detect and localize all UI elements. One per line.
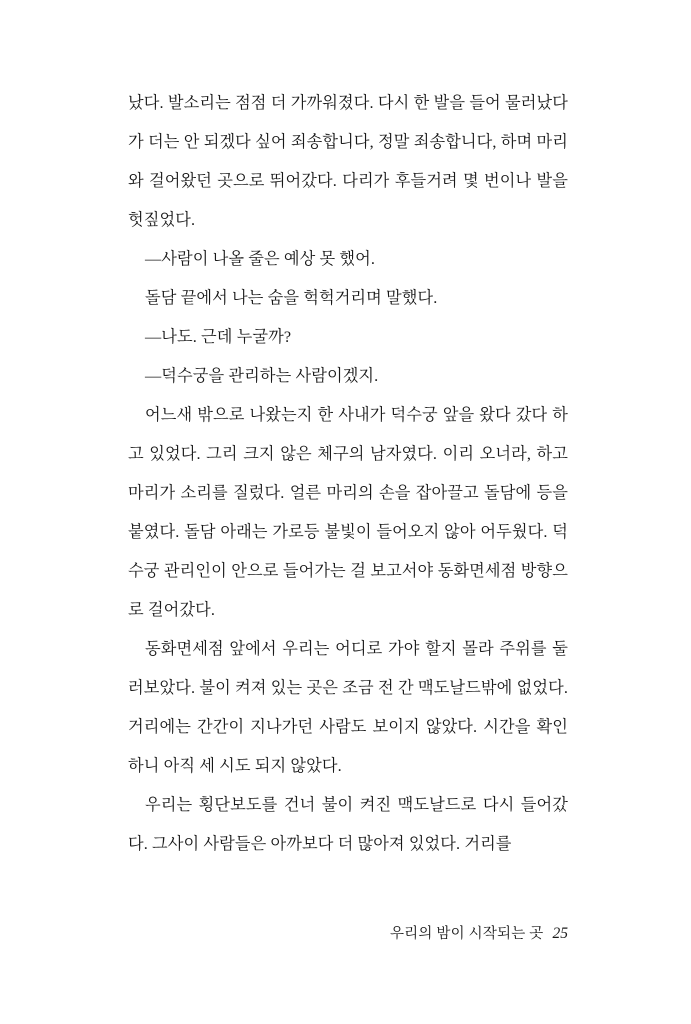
paragraph-dialogue: ―사람이 나올 줄은 예상 못 했어. (145, 250, 376, 268)
paragraph-dialogue: ―나도. 근데 누굴까? (145, 328, 292, 346)
paragraph: 우리는 횡단보도를 건너 불이 켜진 맥도날드로 다시 들어갔다. 그사이 사람들은 아까보다 더 많아져 있었다. 거리를 (128, 796, 568, 853)
paragraph: 동화면세점 앞에서 우리는 어디로 가야 할지 몰라 주위를 둘러보았다. 불이 켜져 있는 곳은 조금 전 간 맥도날드밖에 없었다. 거리에는 간간이 지나가던 사람도 보이지 않았다. 시간을 확인하니 아직 세 시도 되지 않았다. (128, 640, 568, 775)
running-head-title: 우리의 밤이 시작되는 곳 (389, 926, 544, 942)
page-footer (128, 922, 568, 943)
paragraph: 돌담 끝에서 나는 숨을 헉헉거리며 말했다. (145, 289, 438, 307)
page-text-block (128, 84, 568, 864)
paragraph: 어느새 밖으로 나왔는지 한 사내가 덕수궁 앞을 왔다 갔다 하고 있었다. 그리 크지 않은 체구의 남자였다. 이리 오너라, 하고 마리가 소리를 질렀다. 얼른 마리의 손을 잡아끌고 돌담에 등을 붙였다. 돌담 아래는 가로등 불빛이 들어오지 않아 어두웠다. 덕수궁 관리인이 안으로 들어가는 걸 보고서야 동화면세점 방향으로 걸어갔다. (128, 406, 568, 619)
paragraph-dialogue: ―덕수궁을 관리하는 사람이겠지. (145, 367, 379, 385)
paragraph: 났다. 발소리는 점점 더 가까워졌다. 다시 한 발을 들어 물러났다가 더는 안 되겠다 싶어 죄송합니다, 정말 죄송합니다, 하며 마리와 걸어왔던 곳으로 뛰어갔다. 다리가 후들거려 몇 번이나 발을 헛짚었다. (128, 94, 568, 229)
page-number: 25 (552, 925, 568, 942)
